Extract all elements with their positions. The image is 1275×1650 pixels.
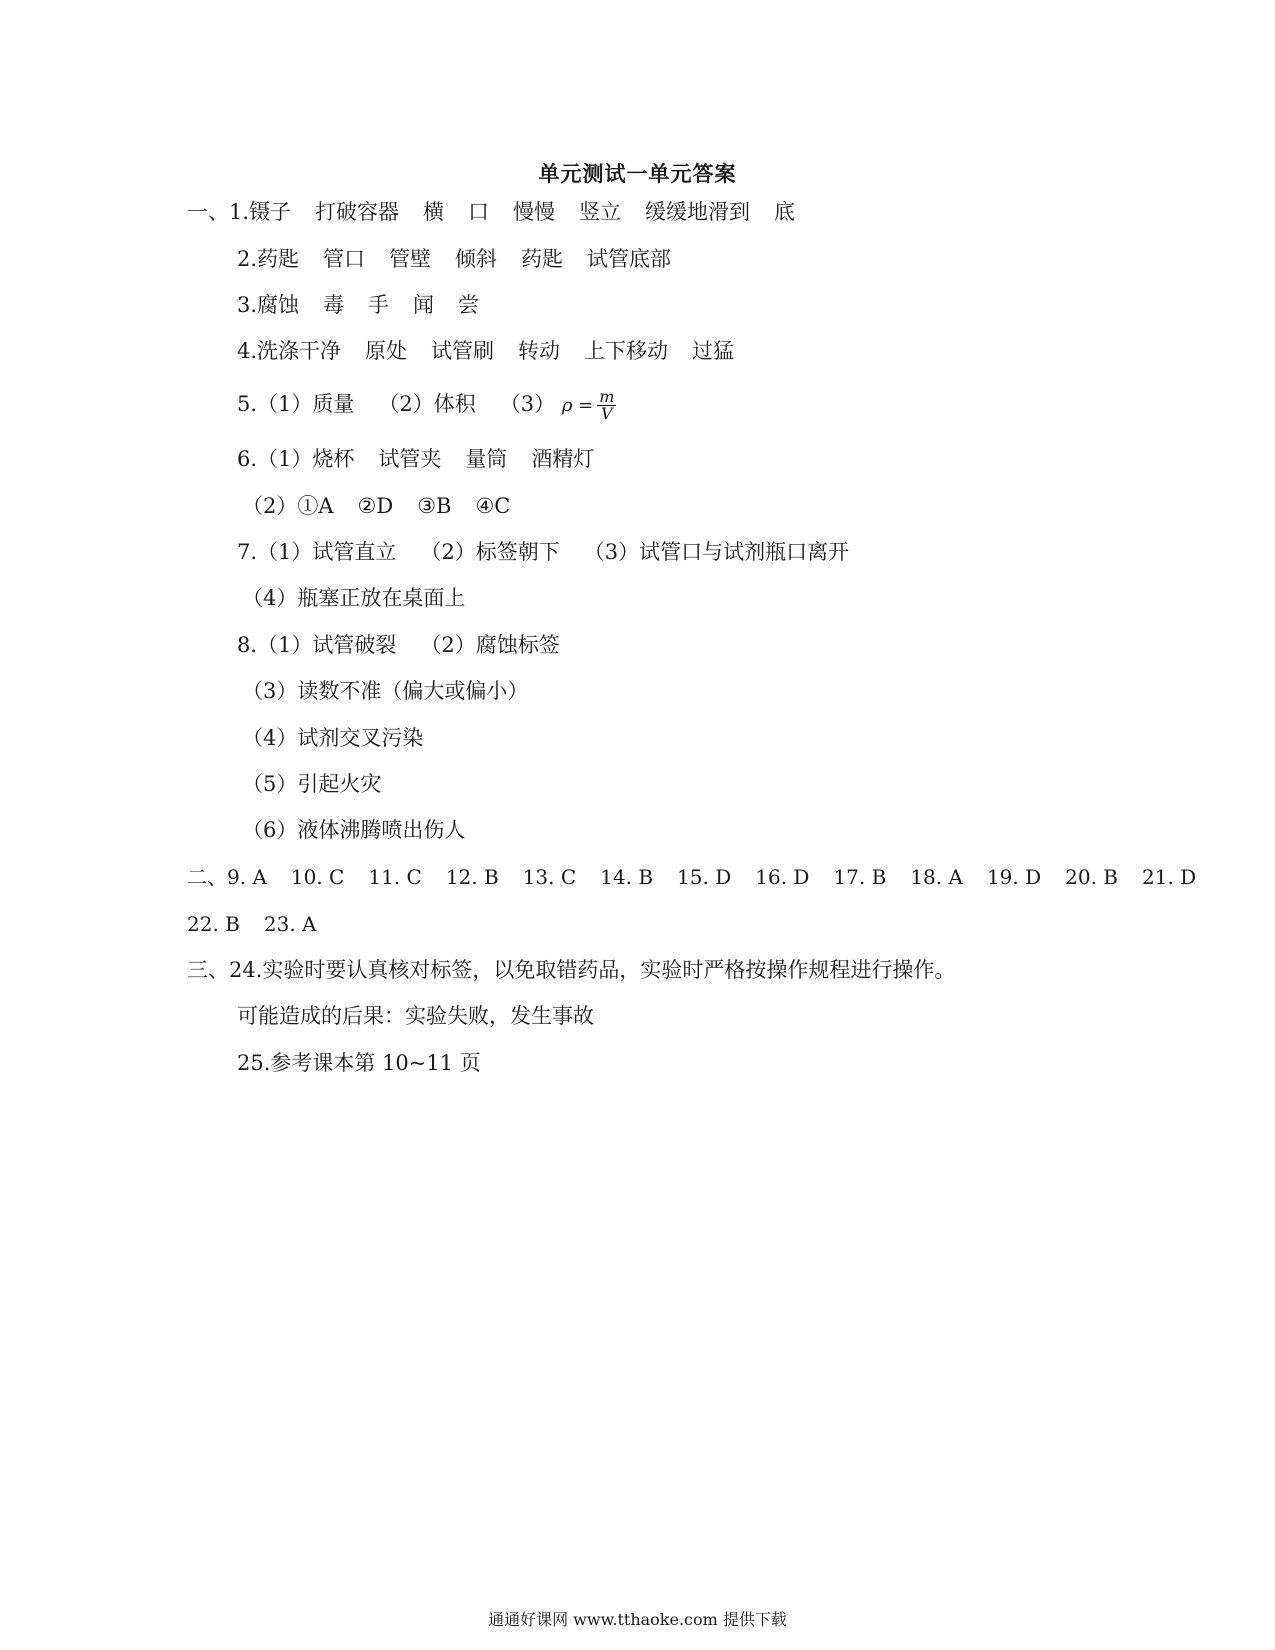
footer-credit: 通通好课网 www.tthaoke.com 提供下载 <box>488 1610 787 1629</box>
answer-segment: 7.（1）试管直立 <box>237 540 397 564</box>
answer-line-q8e: （6）液体沸腾喷出伤人 <box>242 818 466 842</box>
answer-line-q6b <box>242 492 510 520</box>
answer-line-q8b: （3）读数不准（偏大或偏小） <box>242 679 529 703</box>
answer-line-q7 <box>237 538 849 566</box>
answer-segment: （2）体积 <box>378 392 476 416</box>
answer-segment: 毒 <box>323 293 345 317</box>
answer-segment: 倾斜 <box>455 247 498 271</box>
answer-segment: 酒精灯 <box>531 447 595 471</box>
answer-line-q3 <box>237 291 479 319</box>
answer-segment: 管口 <box>323 247 366 271</box>
answer-segment: 手 <box>368 293 390 317</box>
answer-segment: （3） <box>499 392 556 416</box>
density-formula-fraction <box>597 389 616 422</box>
answer-segment: 原处 <box>365 339 408 363</box>
choice-answer: 13. C <box>522 865 577 889</box>
choice-answer: 18. A <box>910 865 963 889</box>
answer-segment: ④C <box>475 494 511 518</box>
answer-segment: ③B <box>417 494 452 518</box>
choice-answer: 19. D <box>986 865 1042 889</box>
formula-numerator: m <box>599 387 615 406</box>
answer-segment: 1.镊子 <box>229 200 292 224</box>
answer-line-q25: 25.参考课本第 10~11 页 <box>237 1051 481 1075</box>
answer-segment: 2.药匙 <box>237 247 300 271</box>
answer-segment: （2）标签朝下 <box>420 540 560 564</box>
answer-line-q4 <box>237 337 734 365</box>
answer-segment: 5.（1）质量 <box>237 392 355 416</box>
answer-segment: 8.（1）试管破裂 <box>237 633 397 657</box>
answer-segment: ②D <box>357 494 394 518</box>
answer-segment: 试管夹 <box>378 447 442 471</box>
answer-line-q2 <box>237 245 671 273</box>
answer-segment: 上下移动 <box>584 339 669 363</box>
answer-line-q6 <box>237 445 594 473</box>
answer-line-q8 <box>237 631 560 659</box>
choice-answer: 二、9. A <box>187 865 267 889</box>
answer-segment: 管壁 <box>389 247 432 271</box>
answer-line-q1 <box>187 198 795 226</box>
density-formula-lhs: ρ = <box>561 395 594 416</box>
answer-segment: 竖立 <box>579 200 622 224</box>
answer-segment: （2）腐蚀标签 <box>420 633 560 657</box>
answer-segment: 闻 <box>413 293 435 317</box>
answer-line-q24b: 可能造成的后果：实验失败，发生事故 <box>237 1004 594 1028</box>
choice-answer: 23. A <box>263 912 317 936</box>
answer-segment: 口 <box>468 200 490 224</box>
answer-segment: 试管底部 <box>587 247 672 271</box>
answer-segment: 4.洗涤干净 <box>237 339 342 363</box>
answer-segment: 横 <box>423 200 445 224</box>
choice-answer: 17. B <box>833 865 887 889</box>
answer-segment: 3.腐蚀 <box>237 293 300 317</box>
choice-answers-line1 <box>187 863 1196 891</box>
answer-segment: 慢慢 <box>513 200 556 224</box>
answer-line-q24: 三、24.实验时要认真核对标签，以免取错药品，实验时严格按操作规程进行操作。 <box>187 958 956 982</box>
answer-segment: （3）试管口与试剂瓶口离开 <box>583 540 850 564</box>
answer-segment: 过猛 <box>692 339 735 363</box>
answer-segment: 量筒 <box>465 447 508 471</box>
answer-segment: 尝 <box>458 293 480 317</box>
choice-answers-line2 <box>187 910 316 938</box>
section-prefix: 一、 <box>187 200 229 224</box>
choice-answer: 21. D <box>1142 865 1197 889</box>
choice-answer: 11. C <box>368 865 422 889</box>
answer-line-q5 <box>237 389 616 422</box>
choice-answer: 12. B <box>445 865 499 889</box>
answer-segment: （2）①A <box>242 494 334 518</box>
answer-segment: 6.（1）烧杯 <box>237 447 355 471</box>
answer-line-q8c: （4）试剂交叉污染 <box>242 726 424 750</box>
answer-segment: 打破容器 <box>315 200 400 224</box>
answer-line-q8d: （5）引起火灾 <box>242 772 382 796</box>
answer-segment: 试管刷 <box>431 339 495 363</box>
choice-answer: 20. B <box>1065 865 1119 889</box>
answer-segment: 药匙 <box>521 247 564 271</box>
choice-answer: 16. D <box>755 865 810 889</box>
formula-denominator: V <box>601 404 613 423</box>
choice-answer: 15. D <box>677 865 732 889</box>
answer-segment: 缓缓地滑到 <box>645 200 751 224</box>
choice-answer: 10. C <box>290 865 345 889</box>
answer-segment: 底 <box>774 200 796 224</box>
choice-answer: 14. B <box>600 865 654 889</box>
answer-line-q7b: （4）瓶塞正放在桌面上 <box>242 586 466 610</box>
choice-answer: 22. B <box>187 912 240 936</box>
answer-segment: 转动 <box>518 339 561 363</box>
page-title: 单元测试一单元答案 <box>538 162 737 186</box>
